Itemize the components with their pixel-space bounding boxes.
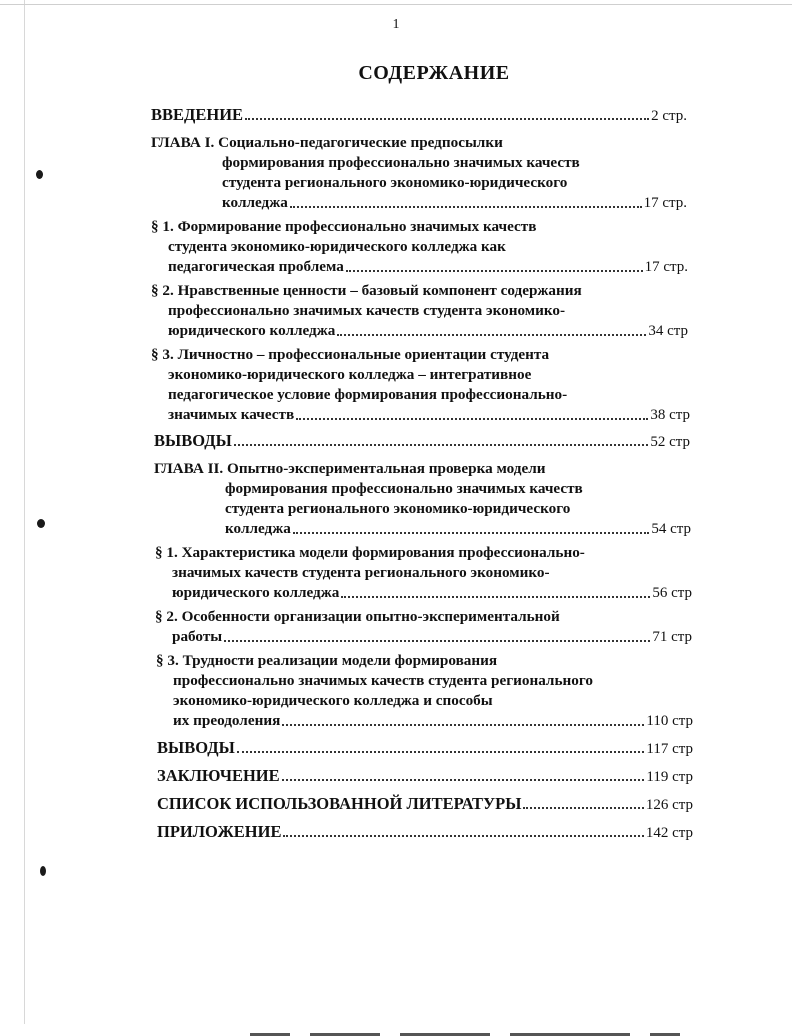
toc-section-2-1-line2: значимых качеств студента регионального экономико- xyxy=(172,564,550,581)
toc-section-1-3-line3: педагогическое условие формирования профессионально- xyxy=(168,386,568,403)
toc-label: ЗАКЛЮЧЕНИЕ xyxy=(157,766,280,785)
toc-entry-section-2-2[interactable] xyxy=(172,627,692,647)
toc-section-1-1-line1: § 1. Формирование профессионально значимых качеств xyxy=(151,218,537,235)
page-title: СОДЕРЖАНИЕ xyxy=(358,62,510,84)
toc-chapter-1-line1: ГЛАВА I. Социально-педагогические предпосылки xyxy=(151,134,503,151)
toc-chapter-2-line1: ГЛАВА II. Опытно-экспериментальная проверка модели xyxy=(154,460,546,477)
leader-dots xyxy=(290,194,642,208)
page-number: 1 xyxy=(392,17,400,32)
toc-entry-intro[interactable] xyxy=(151,105,687,125)
leader-dots xyxy=(237,739,645,753)
leader-dots xyxy=(341,584,650,598)
toc-entry-section-2-3[interactable] xyxy=(173,711,693,731)
toc-entry-conclusions-1[interactable] xyxy=(154,431,690,451)
toc-section-1-3-line2: экономико-юридического колледжа – интегративное xyxy=(168,366,532,383)
leader-dots xyxy=(245,106,649,120)
toc-entry-section-1-3[interactable] xyxy=(168,405,690,425)
toc-page: 56 стр xyxy=(652,585,692,601)
toc-entry-section-1-1[interactable] xyxy=(168,257,688,277)
toc-section-2-3-line3: экономико-юридического колледжа и способы xyxy=(173,692,493,709)
toc-label: колледжа xyxy=(222,194,288,211)
toc-entry-chapter-1[interactable] xyxy=(222,193,687,213)
toc-label: ВЫВОДЫ xyxy=(154,431,232,450)
scan-top-line xyxy=(0,4,792,5)
leader-dots xyxy=(224,628,650,642)
toc-page: 126 стр xyxy=(645,797,693,813)
toc-label: их преодоления xyxy=(173,712,281,729)
toc-label: юридического колледжа xyxy=(168,322,336,339)
scan-speck xyxy=(37,519,45,528)
toc-entry-chapter-2[interactable] xyxy=(225,519,691,539)
scan-bottom-marks xyxy=(250,1018,730,1024)
toc-label: значимых качеств xyxy=(168,406,295,423)
leader-dots xyxy=(296,406,648,420)
toc-page: 17 стр. xyxy=(643,195,687,211)
leader-dots xyxy=(282,712,644,726)
scan-edge xyxy=(0,0,25,1024)
toc-section-2-3-line2: профессионально значимых качеств студента регионального xyxy=(173,672,593,689)
toc-page: 38 стр xyxy=(650,407,690,423)
toc-label: юридического колледжа xyxy=(172,584,340,601)
toc-section-1-2-line1: § 2. Нравственные ценности – базовый компонент содержания xyxy=(151,282,582,299)
toc-page: 142 стр xyxy=(645,825,693,841)
toc-section-2-2-line1: § 2. Особенности организации опытно-экспериментальной xyxy=(155,608,560,625)
toc-section-2-1-line1: § 1. Характеристика модели формирования профессионально- xyxy=(155,544,585,561)
toc-page: 117 стр xyxy=(646,741,693,757)
toc-page: 54 стр xyxy=(651,521,691,537)
scan-speck xyxy=(36,170,43,179)
toc-entry-section-1-2[interactable] xyxy=(168,321,688,341)
toc-page: 52 стр xyxy=(650,434,690,450)
toc-label: СПИСОК ИСПОЛЬЗОВАННОЙ ЛИТЕРАТУРЫ xyxy=(157,794,522,813)
toc-entry-conclusions-2[interactable] xyxy=(157,738,693,758)
scan-speck xyxy=(40,866,46,876)
toc-label: колледжа xyxy=(225,520,291,537)
toc-page: 119 стр xyxy=(646,769,693,785)
toc-page: 110 стр xyxy=(646,713,693,729)
leader-dots xyxy=(523,795,643,809)
toc-chapter-2-line2: формирования профессионально значимых качеств xyxy=(225,480,583,497)
toc-entry-conclusion[interactable] xyxy=(157,766,693,786)
toc-label: ВЫВОДЫ xyxy=(157,738,235,757)
toc-section-2-3-line1: § 3. Трудности реализации модели формирования xyxy=(156,652,498,669)
toc-chapter-1-line3: студента регионального экономико-юридического xyxy=(222,174,568,191)
leader-dots xyxy=(337,322,646,336)
toc-page: 71 стр xyxy=(652,629,692,645)
toc-section-1-3-line1: § 3. Личностно – профессиональные ориентации студента xyxy=(151,346,550,363)
toc-label: работы xyxy=(172,628,223,645)
toc-chapter-2-line3: студента регионального экономико-юридического xyxy=(225,500,571,517)
toc-page: 2 стр. xyxy=(651,108,687,124)
toc-page: 17 стр. xyxy=(644,259,688,275)
toc-label: ПРИЛОЖЕНИЕ xyxy=(157,822,282,841)
toc-page: 34 стр xyxy=(648,323,688,339)
leader-dots xyxy=(346,258,643,272)
leader-dots xyxy=(283,823,643,837)
toc-entry-section-2-1[interactable] xyxy=(172,583,692,603)
toc-label: ВВЕДЕНИЕ xyxy=(151,105,244,124)
leader-dots xyxy=(234,432,649,446)
toc-chapter-1-line2: формирования профессионально значимых качеств xyxy=(222,154,580,171)
leader-dots xyxy=(293,520,650,534)
toc-entry-references[interactable] xyxy=(157,794,693,814)
leader-dots xyxy=(282,767,645,781)
toc-label: педагогическая проблема xyxy=(168,258,344,275)
toc-section-1-1-line2: студента экономико-юридического колледжа как xyxy=(168,238,506,255)
toc-entry-appendix[interactable] xyxy=(157,822,693,842)
toc-section-1-2-line2: профессионально значимых качеств студента экономико- xyxy=(168,302,566,319)
